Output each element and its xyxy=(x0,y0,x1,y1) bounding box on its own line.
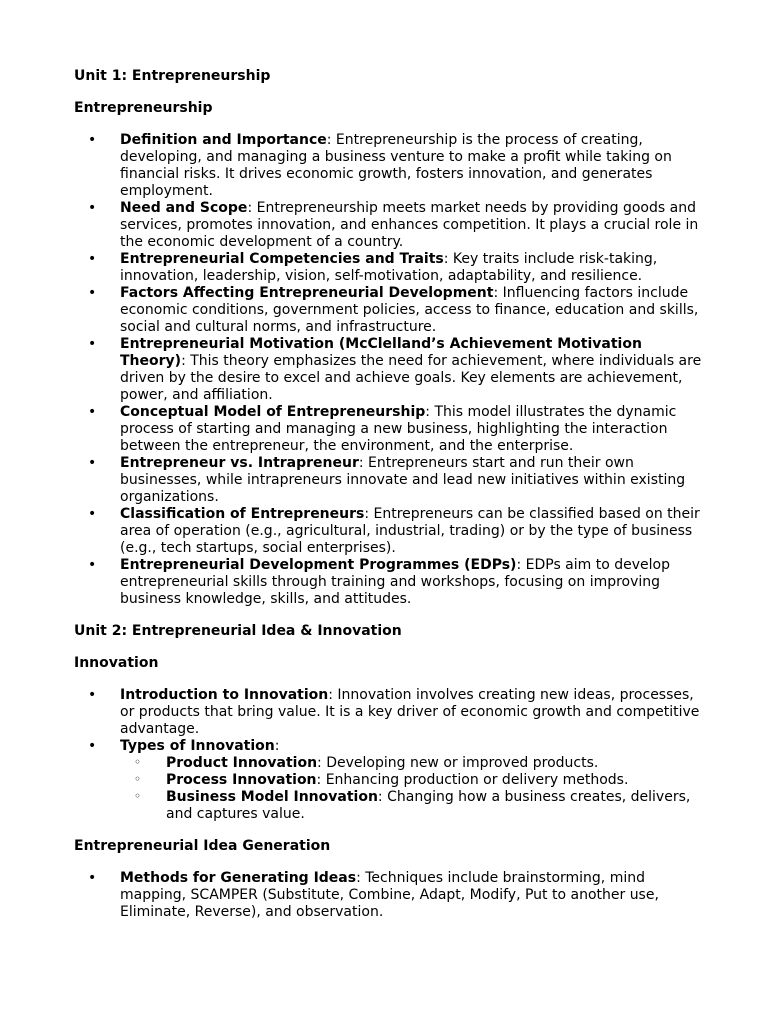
sub-list-item xyxy=(120,789,704,823)
sub-list-item xyxy=(120,772,704,789)
list-item-term: Conceptual Model of Entrepreneurship xyxy=(120,404,426,420)
sub-list-item-text: : Changing how a business creates, delivers, and captures value. xyxy=(166,789,691,822)
list-item xyxy=(74,336,704,404)
list-item-text: : This model illustrates the dynamic process of starting and managing a new business, highlighting the interaction between the entrepreneur, the environment, and the enterprise. xyxy=(120,404,677,454)
bullet-icon: • xyxy=(88,200,97,216)
list-item xyxy=(74,870,704,921)
list-item xyxy=(74,200,704,251)
section-title-idea-generation: Entrepreneurial Idea Generation xyxy=(74,838,331,854)
list-item-term: Need and Scope xyxy=(120,200,248,216)
list-item-term: Factors Affecting Entrepreneurial Development xyxy=(120,285,494,301)
innovation-bullet-list xyxy=(74,687,704,823)
list-item xyxy=(74,404,704,455)
circle-bullet-icon: ◦ xyxy=(134,789,142,803)
bullet-icon: • xyxy=(88,557,97,573)
list-item-term: Entrepreneurial Competencies and Traits xyxy=(120,251,444,267)
list-item-text: : Entrepreneurs can be classified based on their area of operation (e.g., agricultural, industrial, trading) or by the type of business (e.g., tech startups, social enterprises). xyxy=(120,506,700,556)
list-item xyxy=(74,285,704,336)
bullet-icon: • xyxy=(88,251,97,267)
list-item-text: : Entrepreneurship meets market needs by providing goods and services, promotes innovation, and enhances competition. It plays a crucial role in the economic development of a country. xyxy=(120,200,699,250)
list-item-text: : xyxy=(274,738,280,754)
unit1-bullet-list xyxy=(74,132,704,608)
list-item-term: Types of Innovation xyxy=(120,738,275,754)
bullet-icon: • xyxy=(88,687,97,703)
list-item-term: Methods for Generating Ideas xyxy=(120,870,357,886)
sub-list-item-term: Product Innovation xyxy=(166,755,318,771)
section-title-entrepreneurship: Entrepreneurship xyxy=(74,100,213,116)
sub-list-item-term: Business Model Innovation xyxy=(166,789,378,805)
list-item-term: Definition and Importance xyxy=(120,132,327,148)
unit2-title: Unit 2: Entrepreneurial Idea & Innovation xyxy=(74,623,402,639)
bullet-icon: • xyxy=(88,132,97,148)
list-item-text: : Innovation involves creating new ideas, processes, or products that bring value. It is a key driver of economic growth and competitive advantage. xyxy=(120,687,700,737)
list-item xyxy=(74,506,704,557)
list-item xyxy=(74,132,704,200)
list-item-text: : Techniques include brainstorming, mind mapping, SCAMPER (Substitute, Combine, Adapt, Modify, Put to another use, Eliminate, Reverse), and observation. xyxy=(120,870,659,920)
unit1-title: Unit 1: Entrepreneurship xyxy=(74,68,271,84)
circle-bullet-icon: ◦ xyxy=(134,772,142,786)
list-item xyxy=(74,251,704,285)
sub-list-item xyxy=(120,755,704,772)
list-item-term: Classification of Entrepreneurs xyxy=(120,506,365,522)
list-item xyxy=(74,687,704,738)
bullet-icon: • xyxy=(88,285,97,301)
list-item-text: : Key traits include risk-taking, innovation, leadership, vision, self-motivation, adaptability, and resilience. xyxy=(120,251,658,284)
bullet-icon: • xyxy=(88,506,97,522)
list-item xyxy=(74,738,704,823)
list-item-term: Entrepreneurial Motivation (McClelland’s Achievement Motivation Theory) xyxy=(120,336,642,369)
list-item xyxy=(74,455,704,506)
list-item-text: : Entrepreneurs start and run their own businesses, while intrapreneurs innovate and lead new initiatives within existing organizations. xyxy=(120,455,686,505)
list-item-text: : EDPs aim to develop entrepreneurial skills through training and workshops, focusing on improving business knowledge, skills, and attitudes. xyxy=(120,557,670,607)
document-page xyxy=(74,68,704,936)
bullet-icon: • xyxy=(88,738,97,754)
idea-generation-bullet-list xyxy=(74,870,704,921)
list-item-text: : This theory emphasizes the need for achievement, where individuals are driven by the desire to excel and achieve goals. Key elements are achievement, power, and affiliation. xyxy=(120,353,702,403)
bullet-icon: • xyxy=(88,336,97,352)
sub-list-item-text: : Enhancing production or delivery methods. xyxy=(316,772,629,788)
circle-bullet-icon: ◦ xyxy=(134,755,142,769)
section-title-innovation: Innovation xyxy=(74,655,159,671)
bullet-icon: • xyxy=(88,404,97,420)
sub-list-item-term: Process Innovation xyxy=(166,772,317,788)
innovation-types-sublist xyxy=(120,755,704,823)
sub-list-item-text: : Developing new or improved products. xyxy=(317,755,599,771)
list-item-term: Entrepreneurial Development Programmes (EDPs) xyxy=(120,557,517,573)
list-item-term: Entrepreneur vs. Intrapreneur xyxy=(120,455,359,471)
list-item xyxy=(74,557,704,608)
bullet-icon: • xyxy=(88,870,97,886)
list-item-text: : Entrepreneurship is the process of creating, developing, and managing a business venture to make a profit while taking on financial risks. It drives economic growth, fosters innovation, and generates employment. xyxy=(120,132,672,199)
list-item-text: : Influencing factors include economic conditions, government policies, access to finance, education and skills, social and cultural norms, and infrastructure. xyxy=(120,285,699,335)
list-item-term: Introduction to Innovation xyxy=(120,687,329,703)
bullet-icon: • xyxy=(88,455,97,471)
